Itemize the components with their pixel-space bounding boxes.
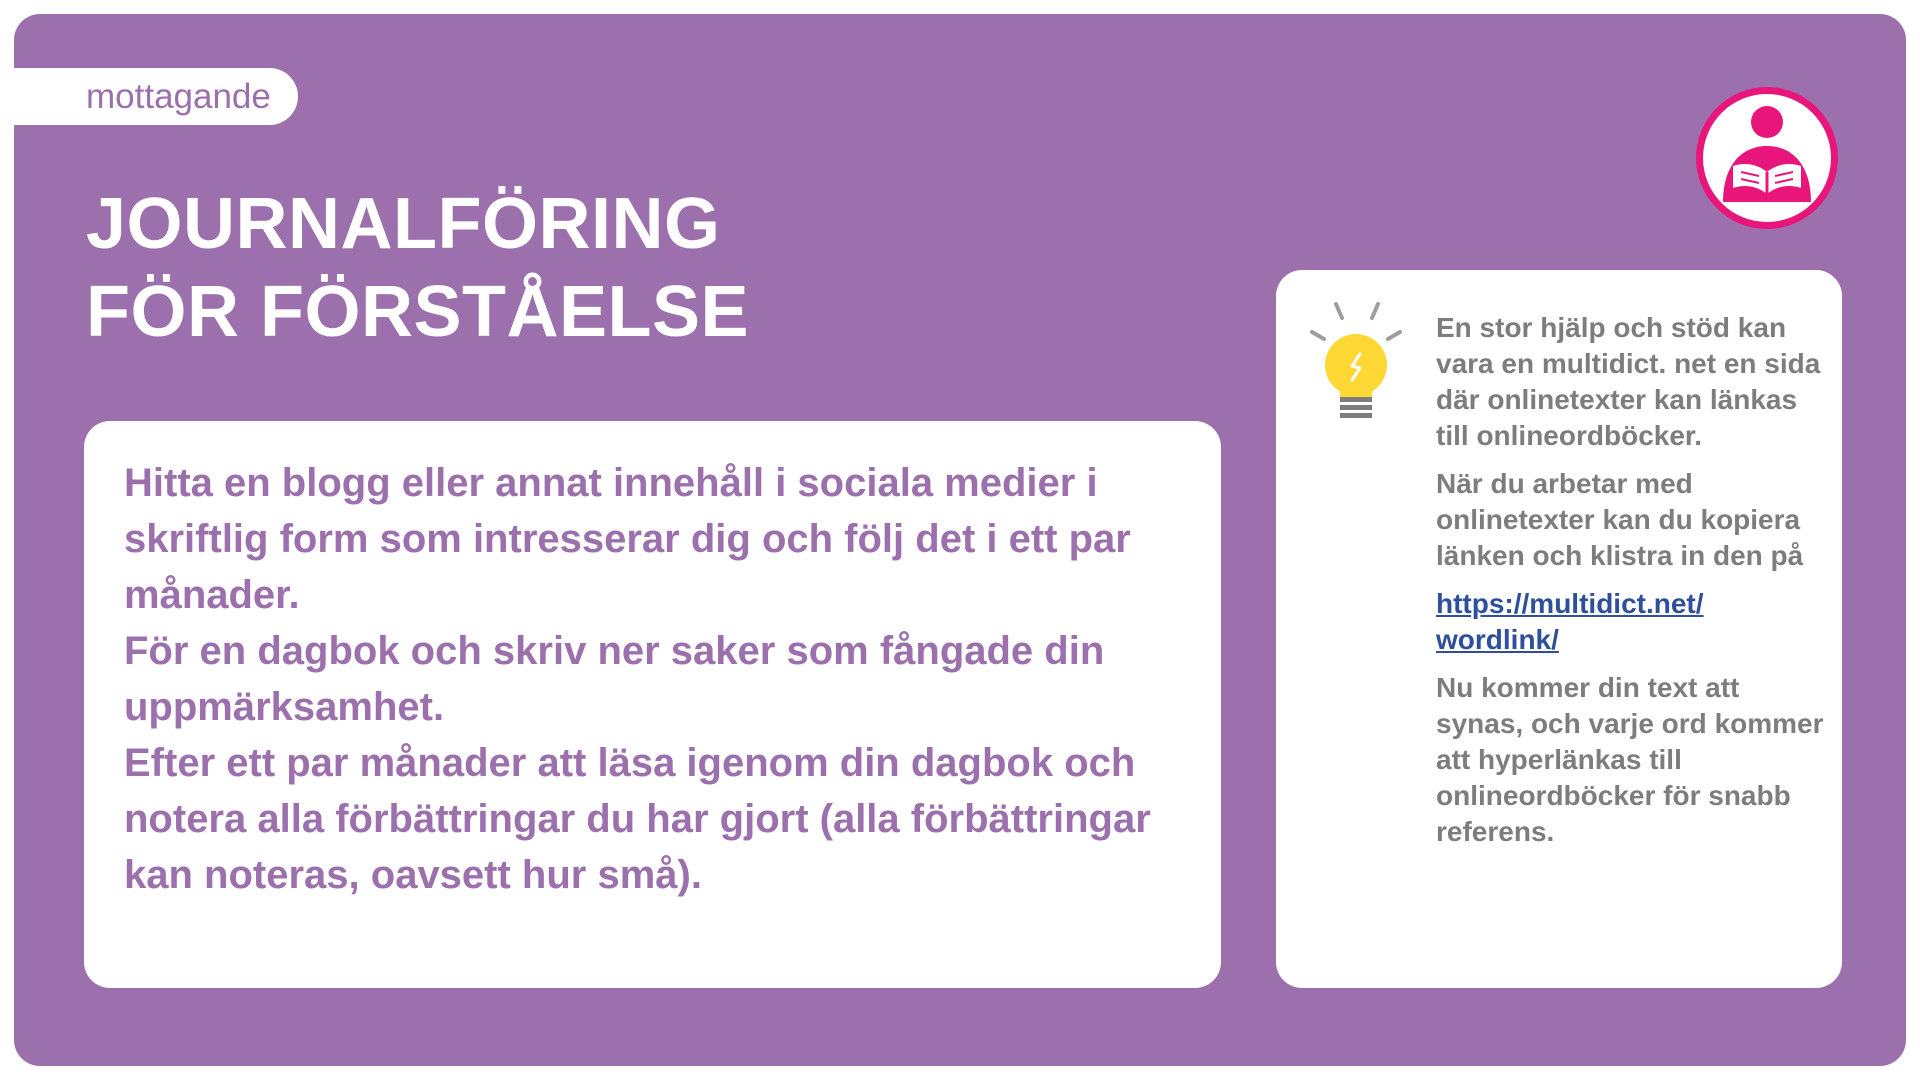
main-paragraph: Efter ett par månader att läsa igenom din dagbok och notera alla förbättringar du har gjort (alla förbättringar kan noteras, oavsett hur små).	[124, 741, 1151, 897]
multidict-link-line-2[interactable]: wordlink/	[1436, 624, 1559, 655]
tip-paragraph-1: En stor hjälp och stöd kan vara en multidict. net en sida där onlinetexter kan länkas till onlineordböcker.	[1436, 312, 1821, 451]
main-paragraph: Hitta en blogg eller annat innehåll i sociala medier i skriftlig form som intresserar dig och följ det i ett par månader.	[124, 461, 1131, 617]
main-paragraph: För en dagbok och skriv ner saker som fångade din uppmärksamhet.	[124, 629, 1105, 729]
page-title	[86, 180, 749, 356]
tip-paragraph-3: Nu kommer din text att synas, och varje ord kommer att hyperlänkas till onlineordböcker för snabb referens.	[1436, 672, 1824, 847]
category-tag: mottagande	[14, 68, 298, 125]
title-line-2: FÖR FÖRSTÅELSE	[86, 272, 750, 352]
main-content-card	[84, 421, 1221, 988]
reader-icon	[1693, 84, 1841, 232]
title-line-1: JOURNALFÖRING	[86, 184, 721, 264]
tip-link[interactable]	[1436, 586, 1826, 658]
multidict-link-line-1[interactable]: https://multidict.net/	[1436, 588, 1704, 619]
tip-paragraph-2: När du arbetar med onlinetexter kan du kopiera länken och klistra in den på	[1436, 468, 1804, 571]
tip-card	[1276, 270, 1842, 988]
tip-text	[1436, 310, 1826, 862]
lightbulb-icon	[1300, 292, 1410, 422]
